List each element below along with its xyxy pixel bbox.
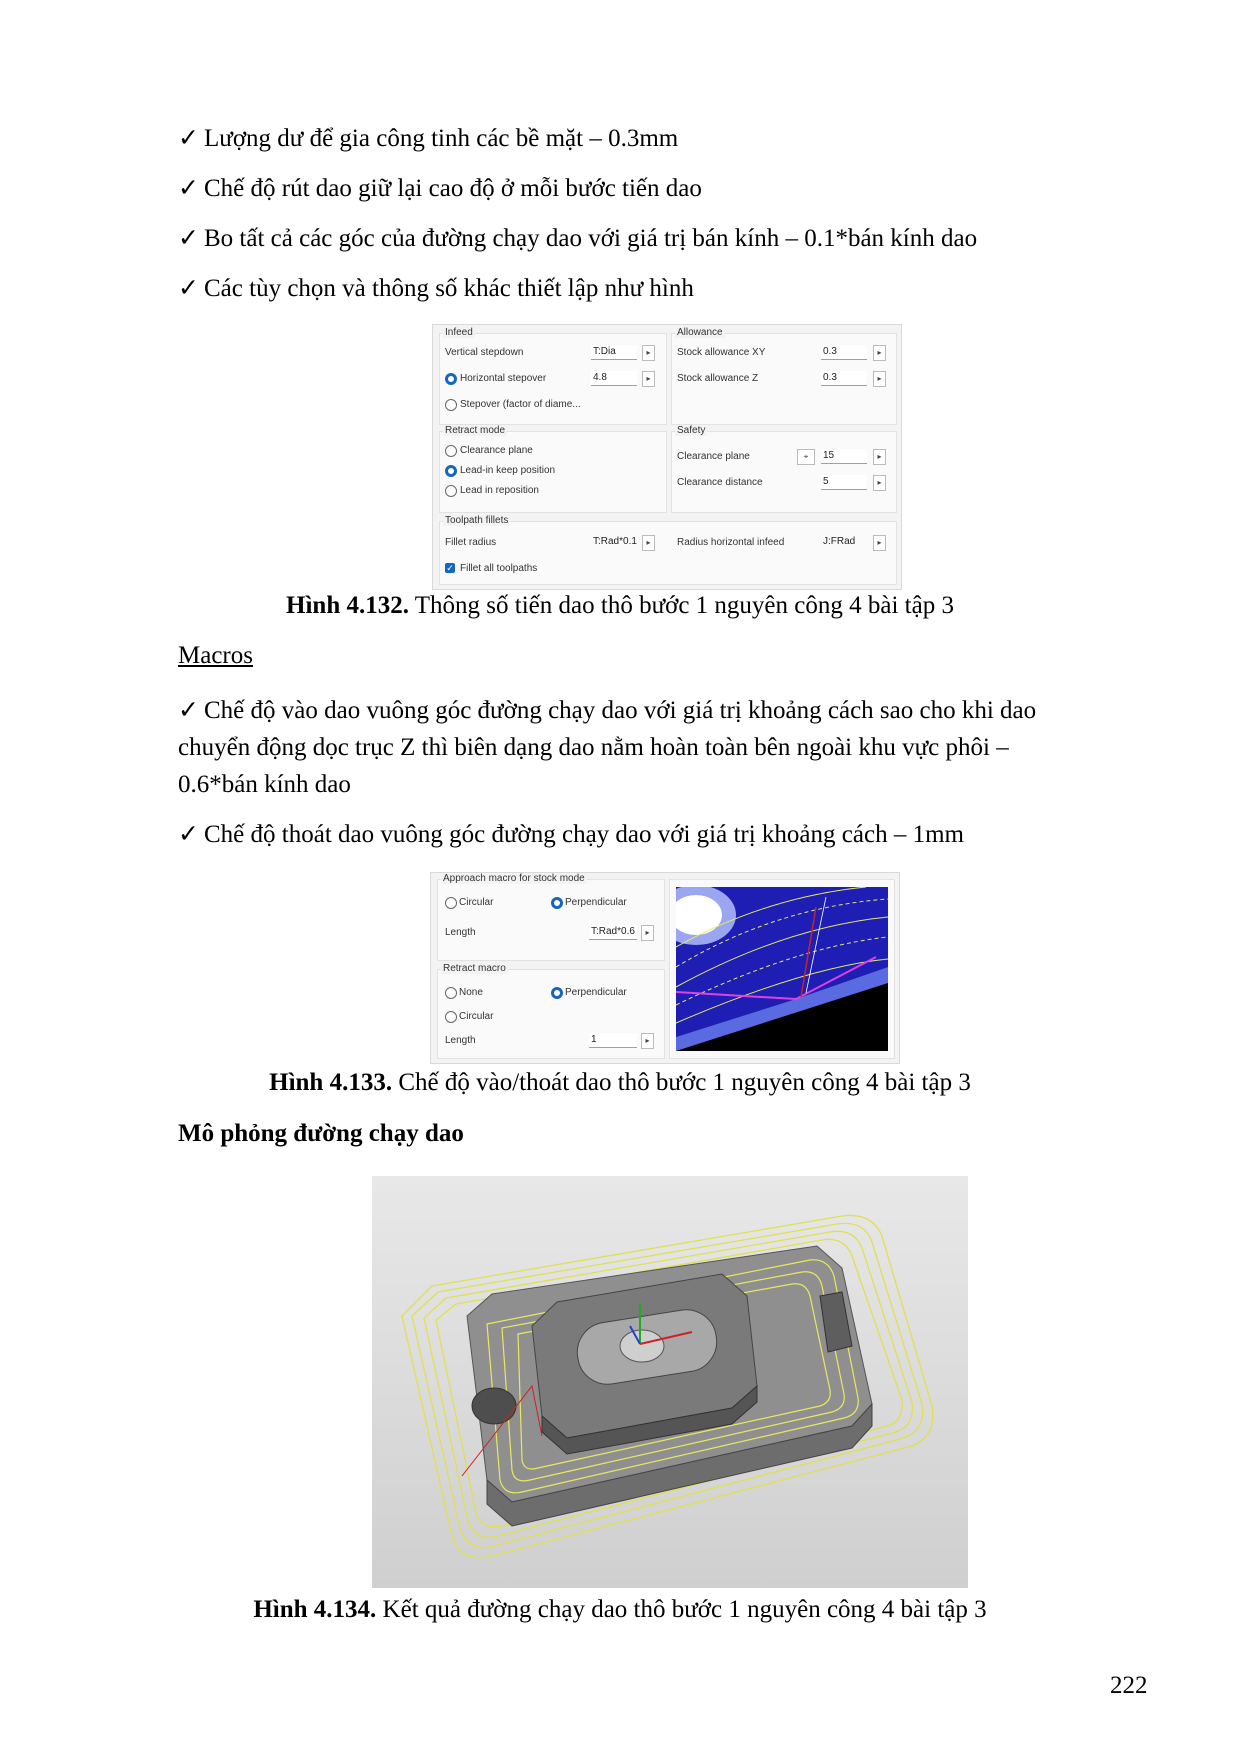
retract-none-label: None — [459, 987, 483, 998]
stock-allowance-xy-label: Stock allowance XY — [677, 347, 766, 358]
retract-paragraph — [178, 816, 964, 853]
bullet-text: Chế độ rút dao giữ lại cao độ ở mỗi bước tiến dao — [204, 175, 702, 202]
figure-4-133-caption — [0, 1069, 1240, 1097]
radius-infeed-arrow-icon[interactable]: ▸ — [873, 535, 886, 551]
bullet-text: Các tùy chọn và thông số khác thiết lập như hình — [204, 275, 694, 302]
lead-in-reposition-radio[interactable] — [445, 485, 457, 497]
stock-allowance-xy-field[interactable]: 0.3 — [821, 345, 867, 360]
stepover-factor-label: Stepover (factor of diame... — [460, 399, 581, 410]
approach-length-field[interactable]: T:Rad*0.6 — [589, 925, 637, 940]
bullet-text: Lượng dư để gia công tinh các bề mặt – 0.3mm — [204, 125, 679, 152]
retract-mode-group-title: Retract mode — [445, 425, 506, 436]
retract-perpendicular-radio[interactable] — [551, 987, 563, 999]
stock-allowance-z-arrow-icon[interactable]: ▸ — [873, 371, 886, 387]
check-icon: ✓ — [178, 125, 199, 152]
retract-length-label: Length — [445, 1035, 476, 1046]
pick-point-icon[interactable]: ⌖ — [797, 449, 815, 465]
page-number: 222 — [1110, 1672, 1148, 1699]
toolpath-simulation-image — [372, 1176, 968, 1588]
stock-allowance-z-label: Stock allowance Z — [677, 373, 759, 384]
fillet-radius-arrow-icon[interactable]: ▸ — [642, 535, 655, 551]
retract-circular-label: Circular — [459, 1011, 494, 1022]
check-icon: ✓ — [178, 697, 199, 724]
caption-text: Thông số tiến dao thô bước 1 nguyên công 4 bài tập 3 — [408, 592, 954, 619]
toolpath-fillets-group — [439, 521, 897, 585]
infeed-group-title: Infeed — [445, 327, 473, 338]
safety-group-title: Safety — [677, 425, 706, 436]
bullet-text: Bo tất cả các góc của đường chạy dao với giá trị bán kính – 0.1*bán kính dao — [204, 225, 978, 252]
caption-number: Hình 4.132. — [286, 592, 409, 619]
bullet-other-options — [178, 270, 694, 307]
stock-allowance-z-field[interactable]: 0.3 — [821, 371, 867, 386]
retract-perpendicular-label: Perpendicular — [565, 987, 627, 998]
caption-text: Kết quả đường chạy dao thô bước 1 nguyên công 4 bài tập 3 — [376, 1596, 987, 1623]
horizontal-stepover-label: Horizontal stepover — [460, 373, 547, 384]
macro-preview-frame — [669, 879, 895, 1059]
fillet-all-toolpaths-label: Fillet all toolpaths — [460, 563, 538, 574]
figure-4-134-caption — [0, 1596, 1240, 1624]
check-icon: ✓ — [178, 821, 199, 848]
clearance-plane-arrow-icon[interactable]: ▸ — [873, 449, 886, 465]
caption-text: Chế độ vào/thoát dao thô bước 1 nguyên công 4 bài tập 3 — [392, 1069, 971, 1096]
caption-number: Hình 4.133. — [269, 1069, 393, 1096]
retract-circular-radio[interactable] — [445, 1011, 457, 1023]
bullet-retract-mode — [178, 170, 702, 207]
lead-in-keep-position-label: Lead-in keep position — [460, 465, 556, 476]
horizontal-stepover-field[interactable]: 4.8 — [591, 371, 637, 386]
simulation-heading: Mô phỏng đường chạy dao — [178, 1120, 464, 1147]
macro-preview-image — [676, 887, 888, 1051]
macros-heading: Macros — [178, 642, 253, 669]
vertical-stepdown-field[interactable]: T:Dia — [591, 345, 637, 360]
lead-in-reposition-label: Lead in reposition — [460, 485, 539, 496]
allowance-group-title: Allowance — [677, 327, 723, 338]
approach-macro-group — [437, 879, 665, 961]
retract-macro-title: Retract macro — [443, 963, 506, 974]
approach-perpendicular-radio[interactable] — [551, 897, 563, 909]
clearance-plane-label: Clearance plane — [677, 451, 750, 462]
check-icon: ✓ — [178, 225, 199, 252]
clearance-plane-radio[interactable] — [445, 445, 457, 457]
check-icon: ✓ — [178, 275, 199, 302]
macro-dialog — [430, 872, 900, 1064]
approach-circular-label: Circular — [459, 897, 494, 908]
fillet-all-toolpaths-checkbox[interactable]: ✓ — [446, 563, 454, 573]
lead-in-keep-position-radio[interactable] — [445, 465, 457, 477]
figure-4-132-caption — [0, 592, 1240, 620]
clearance-plane-option-label: Clearance plane — [460, 445, 533, 456]
clearance-distance-label: Clearance distance — [677, 477, 763, 488]
bullet-stock-allowance — [178, 120, 678, 157]
fillet-radius-label: Fillet radius — [445, 537, 497, 548]
paragraph-line: Chế độ vào dao vuông góc đường chạy dao với giá trị khoảng cách sao cho khi dao — [204, 697, 1037, 724]
check-icon: ✓ — [178, 175, 199, 202]
safety-group — [671, 431, 897, 513]
stock-allowance-xy-arrow-icon[interactable]: ▸ — [873, 345, 886, 361]
horizontal-stepover-arrow-icon[interactable]: ▸ — [642, 371, 655, 387]
retract-none-radio[interactable] — [445, 987, 457, 999]
horizontal-stepover-radio[interactable] — [445, 373, 457, 385]
fillet-radius-field[interactable]: T:Rad*0.1 — [593, 536, 637, 547]
approach-macro-title: Approach macro for stock mode — [443, 873, 585, 884]
radius-horizontal-infeed-label: Radius horizontal infeed — [677, 537, 785, 548]
toolpath-fillets-group-title: Toolpath fillets — [445, 515, 509, 526]
clearance-plane-field[interactable]: 15 — [821, 449, 867, 464]
approach-paragraph — [178, 692, 1036, 729]
retract-length-arrow-icon[interactable]: ▸ — [641, 1033, 654, 1049]
radius-horizontal-infeed-field[interactable]: J:FRad — [823, 536, 856, 547]
paragraph-line: 0.6*bán kính dao — [178, 771, 351, 798]
paragraph-line: chuyển động dọc trục Z thì biên dạng dao nằm hoàn toàn bên ngoài khu vực phôi – — [178, 734, 1009, 761]
stepover-factor-radio[interactable] — [445, 399, 457, 411]
clearance-distance-field[interactable]: 5 — [821, 475, 867, 490]
approach-perpendicular-label: Perpendicular — [565, 897, 627, 908]
toolpath-render — [372, 1176, 968, 1588]
approach-circular-radio[interactable] — [445, 897, 457, 909]
clearance-distance-arrow-icon[interactable]: ▸ — [873, 475, 886, 491]
paragraph-line: Chế độ thoát dao vuông góc đường chạy dao với giá trị khoảng cách – 1mm — [204, 821, 964, 848]
vertical-stepdown-label: Vertical stepdown — [445, 347, 524, 358]
bullet-fillet — [178, 220, 977, 257]
retract-length-field[interactable]: 1 — [589, 1033, 637, 1048]
vertical-stepdown-arrow-icon[interactable]: ▸ — [642, 345, 655, 361]
approach-length-arrow-icon[interactable]: ▸ — [641, 925, 654, 941]
infeed-parameters-dialog — [432, 324, 902, 590]
approach-length-label: Length — [445, 927, 476, 938]
caption-number: Hình 4.134. — [253, 1596, 377, 1623]
